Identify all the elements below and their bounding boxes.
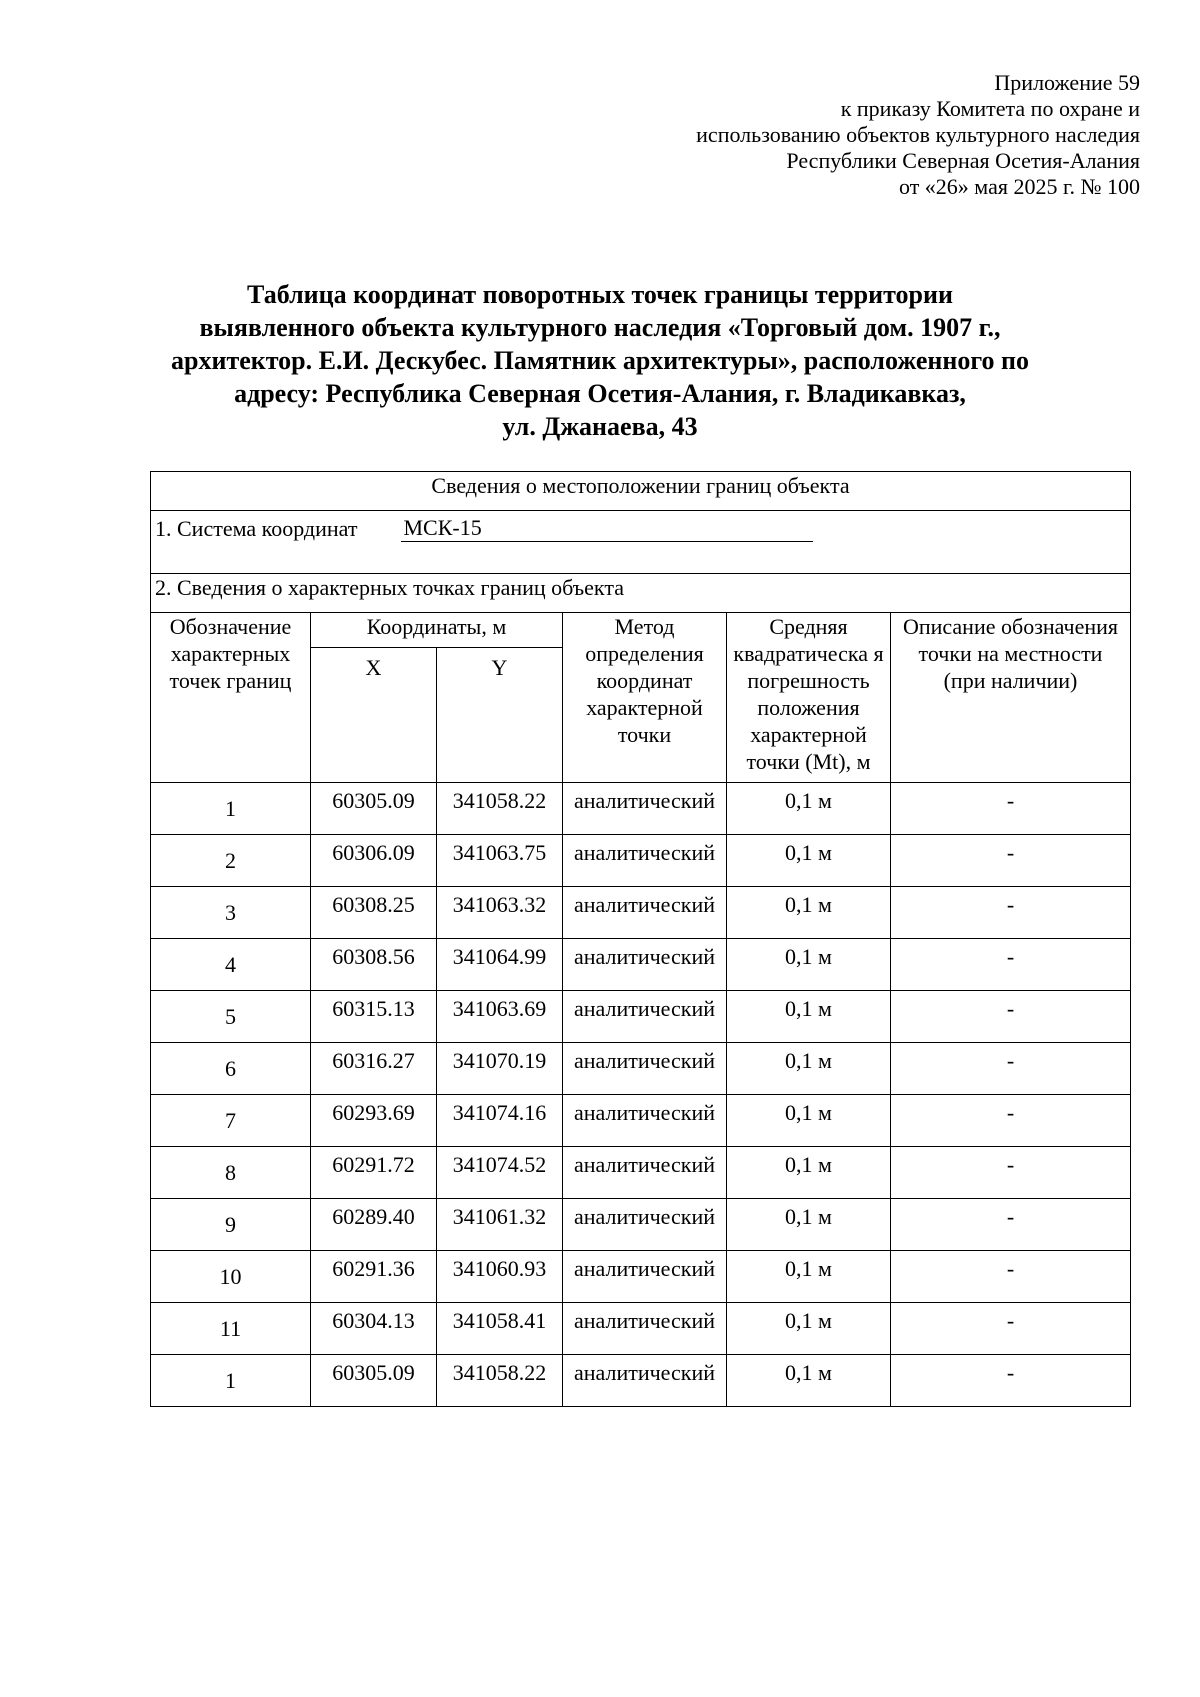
cell-point: 1 bbox=[151, 783, 311, 835]
cell-y: 341060.93 bbox=[437, 1251, 563, 1303]
cell-description: - bbox=[891, 1095, 1131, 1147]
cell-method: аналитический bbox=[563, 1147, 727, 1199]
cell-x: 60316.27 bbox=[311, 1043, 437, 1095]
cell-error: 0,1 м bbox=[727, 887, 891, 939]
cell-method: аналитический bbox=[563, 835, 727, 887]
title-line: выявленного объекта культурного наследия «Торговый дом. 1907 г., bbox=[199, 313, 1001, 342]
cell-point: 4 bbox=[151, 939, 311, 991]
cell-method: аналитический bbox=[563, 939, 727, 991]
cell-y: 341063.32 bbox=[437, 887, 563, 939]
cell-x: 60291.36 bbox=[311, 1251, 437, 1303]
cell-x: 60308.56 bbox=[311, 939, 437, 991]
cell-y: 341061.32 bbox=[437, 1199, 563, 1251]
cell-x: 60291.72 bbox=[311, 1147, 437, 1199]
cell-method: аналитический bbox=[563, 1355, 727, 1407]
table-row bbox=[151, 991, 1131, 1043]
cell-description: - bbox=[891, 1251, 1131, 1303]
appendix-header bbox=[440, 70, 1140, 200]
cell-method: аналитический bbox=[563, 991, 727, 1043]
cell-point: 10 bbox=[151, 1251, 311, 1303]
table-row bbox=[151, 939, 1131, 991]
cell-y: 341070.19 bbox=[437, 1043, 563, 1095]
cell-method: аналитический bbox=[563, 1303, 727, 1355]
cell-description: - bbox=[891, 887, 1131, 939]
table-row bbox=[151, 1355, 1131, 1407]
table-row bbox=[151, 1095, 1131, 1147]
table-row bbox=[151, 835, 1131, 887]
title-line: адресу: Республика Северная Осетия-Алания, г. Владикавказ, bbox=[234, 379, 966, 408]
cell-y: 341074.52 bbox=[437, 1147, 563, 1199]
cell-y: 341063.75 bbox=[437, 835, 563, 887]
cell-x: 60308.25 bbox=[311, 887, 437, 939]
appendix-line: Приложение 59 bbox=[994, 70, 1140, 95]
header-error: Средняя квадратическа я погрешность положения характерной точки (Mt), м bbox=[727, 613, 891, 783]
cell-y: 341064.99 bbox=[437, 939, 563, 991]
cell-point: 1 bbox=[151, 1355, 311, 1407]
cell-method: аналитический bbox=[563, 1095, 727, 1147]
table-row bbox=[151, 1199, 1131, 1251]
title-line: архитектор. Е.И. Дескубес. Памятник архитектуры», расположенного по bbox=[171, 346, 1029, 375]
cell-description: - bbox=[891, 991, 1131, 1043]
cell-error: 0,1 м bbox=[727, 1043, 891, 1095]
coordinates-table bbox=[150, 471, 1131, 1407]
coord-system-value: МСК-15 bbox=[401, 515, 813, 542]
cell-point: 9 bbox=[151, 1199, 311, 1251]
cell-x: 60293.69 bbox=[311, 1095, 437, 1147]
document-title bbox=[150, 278, 1050, 443]
header-y: Y bbox=[437, 648, 563, 783]
cell-error: 0,1 м bbox=[727, 1199, 891, 1251]
header-x: X bbox=[311, 648, 437, 783]
title-line: Таблица координат поворотных точек границы территории bbox=[247, 280, 953, 309]
header-point: Обозначение характерных точек границ bbox=[151, 613, 311, 783]
title-line: ул. Джанаева, 43 bbox=[502, 412, 698, 441]
cell-y: 341058.22 bbox=[437, 1355, 563, 1407]
cell-description: - bbox=[891, 939, 1131, 991]
header-description: Описание обозначения точки на местности (при наличии) bbox=[891, 613, 1131, 783]
cell-x: 60305.09 bbox=[311, 783, 437, 835]
cell-error: 0,1 м bbox=[727, 1095, 891, 1147]
cell-point: 11 bbox=[151, 1303, 311, 1355]
cell-point: 3 bbox=[151, 887, 311, 939]
table-row bbox=[151, 783, 1131, 835]
table-row bbox=[151, 887, 1131, 939]
cell-x: 60289.40 bbox=[311, 1199, 437, 1251]
table-row bbox=[151, 1251, 1131, 1303]
cell-method: аналитический bbox=[563, 887, 727, 939]
cell-error: 0,1 м bbox=[727, 1147, 891, 1199]
appendix-line: от «26» мая 2025 г. № 100 bbox=[898, 174, 1140, 199]
coord-system-label: 1. Система координат bbox=[155, 516, 358, 541]
cell-y: 341058.22 bbox=[437, 783, 563, 835]
header-coords: Координаты, м bbox=[311, 613, 563, 648]
cell-point: 6 bbox=[151, 1043, 311, 1095]
cell-error: 0,1 м bbox=[727, 783, 891, 835]
section-title: Сведения о местоположении границ объекта bbox=[151, 472, 1131, 511]
cell-description: - bbox=[891, 1199, 1131, 1251]
cell-point: 2 bbox=[151, 835, 311, 887]
cell-error: 0,1 м bbox=[727, 991, 891, 1043]
table-row bbox=[151, 1043, 1131, 1095]
cell-point: 5 bbox=[151, 991, 311, 1043]
cell-error: 0,1 м bbox=[727, 1355, 891, 1407]
cell-point: 8 bbox=[151, 1147, 311, 1199]
cell-error: 0,1 м bbox=[727, 835, 891, 887]
coord-system-cell bbox=[151, 511, 1131, 574]
cell-description: - bbox=[891, 1043, 1131, 1095]
header-method: Метод определения координат характерной точки bbox=[563, 613, 727, 783]
cell-error: 0,1 м bbox=[727, 1303, 891, 1355]
appendix-line: использованию объектов культурного наследия bbox=[696, 122, 1140, 147]
table-row bbox=[151, 1303, 1131, 1355]
cell-description: - bbox=[891, 1303, 1131, 1355]
cell-description: - bbox=[891, 1147, 1131, 1199]
points-section-label: 2. Сведения о характерных точках границ объекта bbox=[151, 574, 1131, 613]
appendix-line: к приказу Комитета по охране и bbox=[840, 96, 1140, 121]
cell-y: 341074.16 bbox=[437, 1095, 563, 1147]
cell-error: 0,1 м bbox=[727, 939, 891, 991]
cell-point: 7 bbox=[151, 1095, 311, 1147]
cell-x: 60304.13 bbox=[311, 1303, 437, 1355]
cell-x: 60315.13 bbox=[311, 991, 437, 1043]
cell-method: аналитический bbox=[563, 1043, 727, 1095]
cell-method: аналитический bbox=[563, 783, 727, 835]
cell-y: 341058.41 bbox=[437, 1303, 563, 1355]
cell-description: - bbox=[891, 1355, 1131, 1407]
cell-method: аналитический bbox=[563, 1199, 727, 1251]
cell-description: - bbox=[891, 783, 1131, 835]
cell-x: 60305.09 bbox=[311, 1355, 437, 1407]
appendix-line: Республики Северная Осетия-Алания bbox=[786, 148, 1140, 173]
cell-description: - bbox=[891, 835, 1131, 887]
table-row bbox=[151, 1147, 1131, 1199]
cell-x: 60306.09 bbox=[311, 835, 437, 887]
cell-error: 0,1 м bbox=[727, 1251, 891, 1303]
cell-y: 341063.69 bbox=[437, 991, 563, 1043]
cell-method: аналитический bbox=[563, 1251, 727, 1303]
